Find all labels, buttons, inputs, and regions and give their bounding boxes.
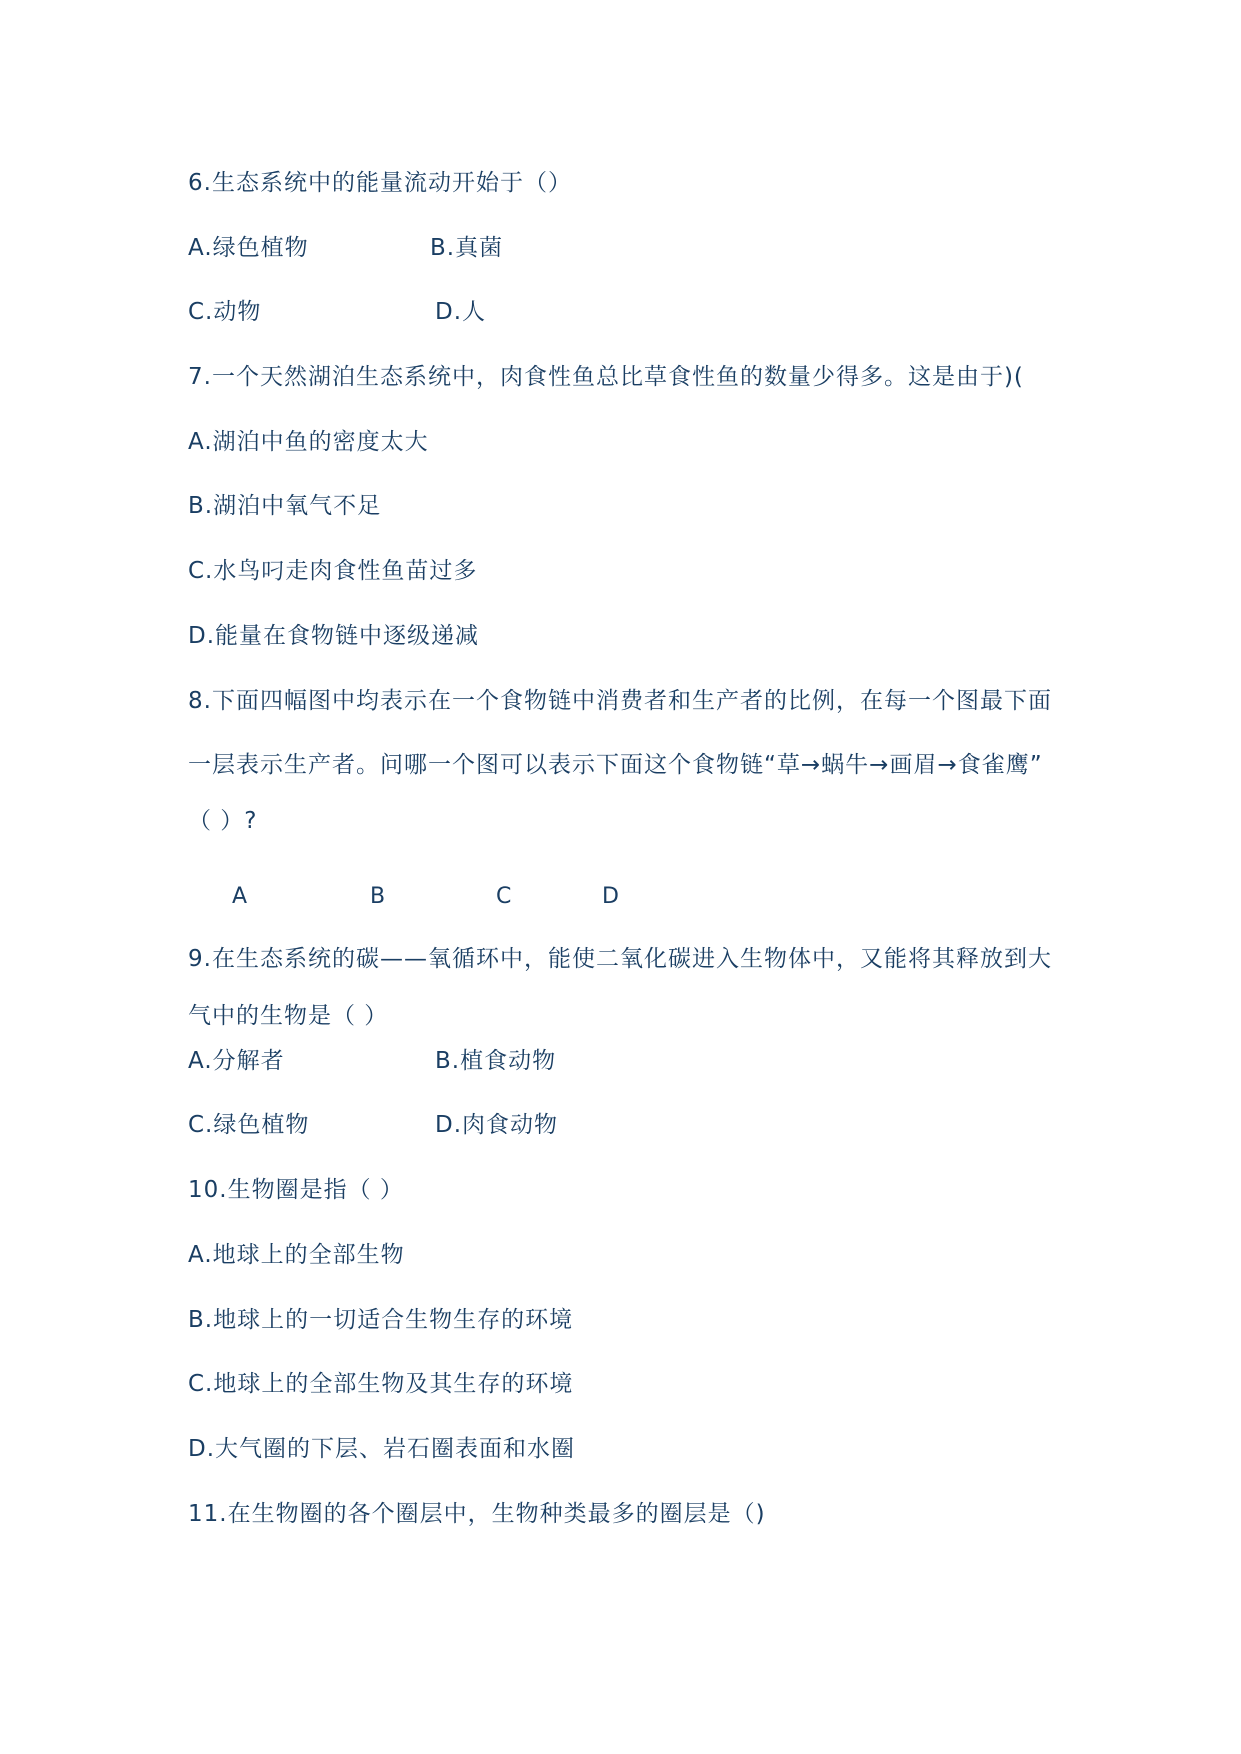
question-10-stem: 10.生物圈是指（ ）	[188, 1177, 404, 1203]
question-11-stem: 11.在生物圈的各个圈层中，生物种类最多的圈层是（)	[188, 1501, 766, 1527]
question-6-option-b: B.真菌	[430, 235, 504, 261]
question-7-option-c: C.水鸟叼走肉食性鱼苗过多	[188, 558, 478, 584]
question-9-option-a: A.分解者	[188, 1048, 285, 1074]
question-6-stem: 6.生态系统中的能量流动开始于（）	[188, 170, 572, 196]
question-7-option-a: A.湖泊中鱼的密度太大	[188, 429, 429, 455]
question-6-option-d: D.人	[435, 299, 487, 325]
figure-label-d: D	[602, 884, 619, 909]
figure-label-a: A	[232, 884, 248, 909]
figure-label-b: B	[370, 884, 386, 909]
question-7-option-b: B.湖泊中氧气不足	[188, 493, 382, 519]
question-10-option-a: A.地球上的全部生物	[188, 1242, 405, 1268]
question-6-option-c: C.动物	[188, 299, 262, 325]
question-6-option-a: A.绿色植物	[188, 235, 309, 261]
question-9-stem-line-1: 9.在生态系统的碳——氧循环中，能使二氧化碳进入生物体中，又能将其释放到大	[188, 946, 1052, 972]
question-8-stem-line-3: （ ）?	[188, 808, 258, 834]
question-8-stem-line-1: 8.下面四幅图中均表示在一个食物链中消费者和生产者的比例，在每一个图最下面	[188, 688, 1052, 714]
question-9-option-b: B.植食动物	[435, 1048, 557, 1074]
question-10-option-b: B.地球上的一切适合生物生存的环境	[188, 1307, 574, 1333]
question-9-option-d: D.肉食动物	[435, 1112, 559, 1138]
question-9-stem-line-2: 气中的生物是（ ）	[188, 1003, 389, 1029]
question-10-option-c: C.地球上的全部生物及其生存的环境	[188, 1371, 574, 1397]
question-10-option-d: D.大气圈的下层、岩石圈表面和水圈	[188, 1436, 576, 1462]
question-9-option-c: C.绿色植物	[188, 1112, 310, 1138]
question-7-option-d: D.能量在食物链中逐级递减	[188, 623, 480, 649]
question-8-stem-line-2: 一层表示生产者。问哪一个图可以表示下面这个食物链“草→蜗牛→画眉→食雀鹰”	[188, 752, 1043, 778]
question-7-stem: 7.一个天然湖泊生态系统中，肉食性鱼总比草食性鱼的数量少得多。这是由于)(	[188, 364, 1024, 390]
figure-label-c: C	[496, 884, 512, 909]
